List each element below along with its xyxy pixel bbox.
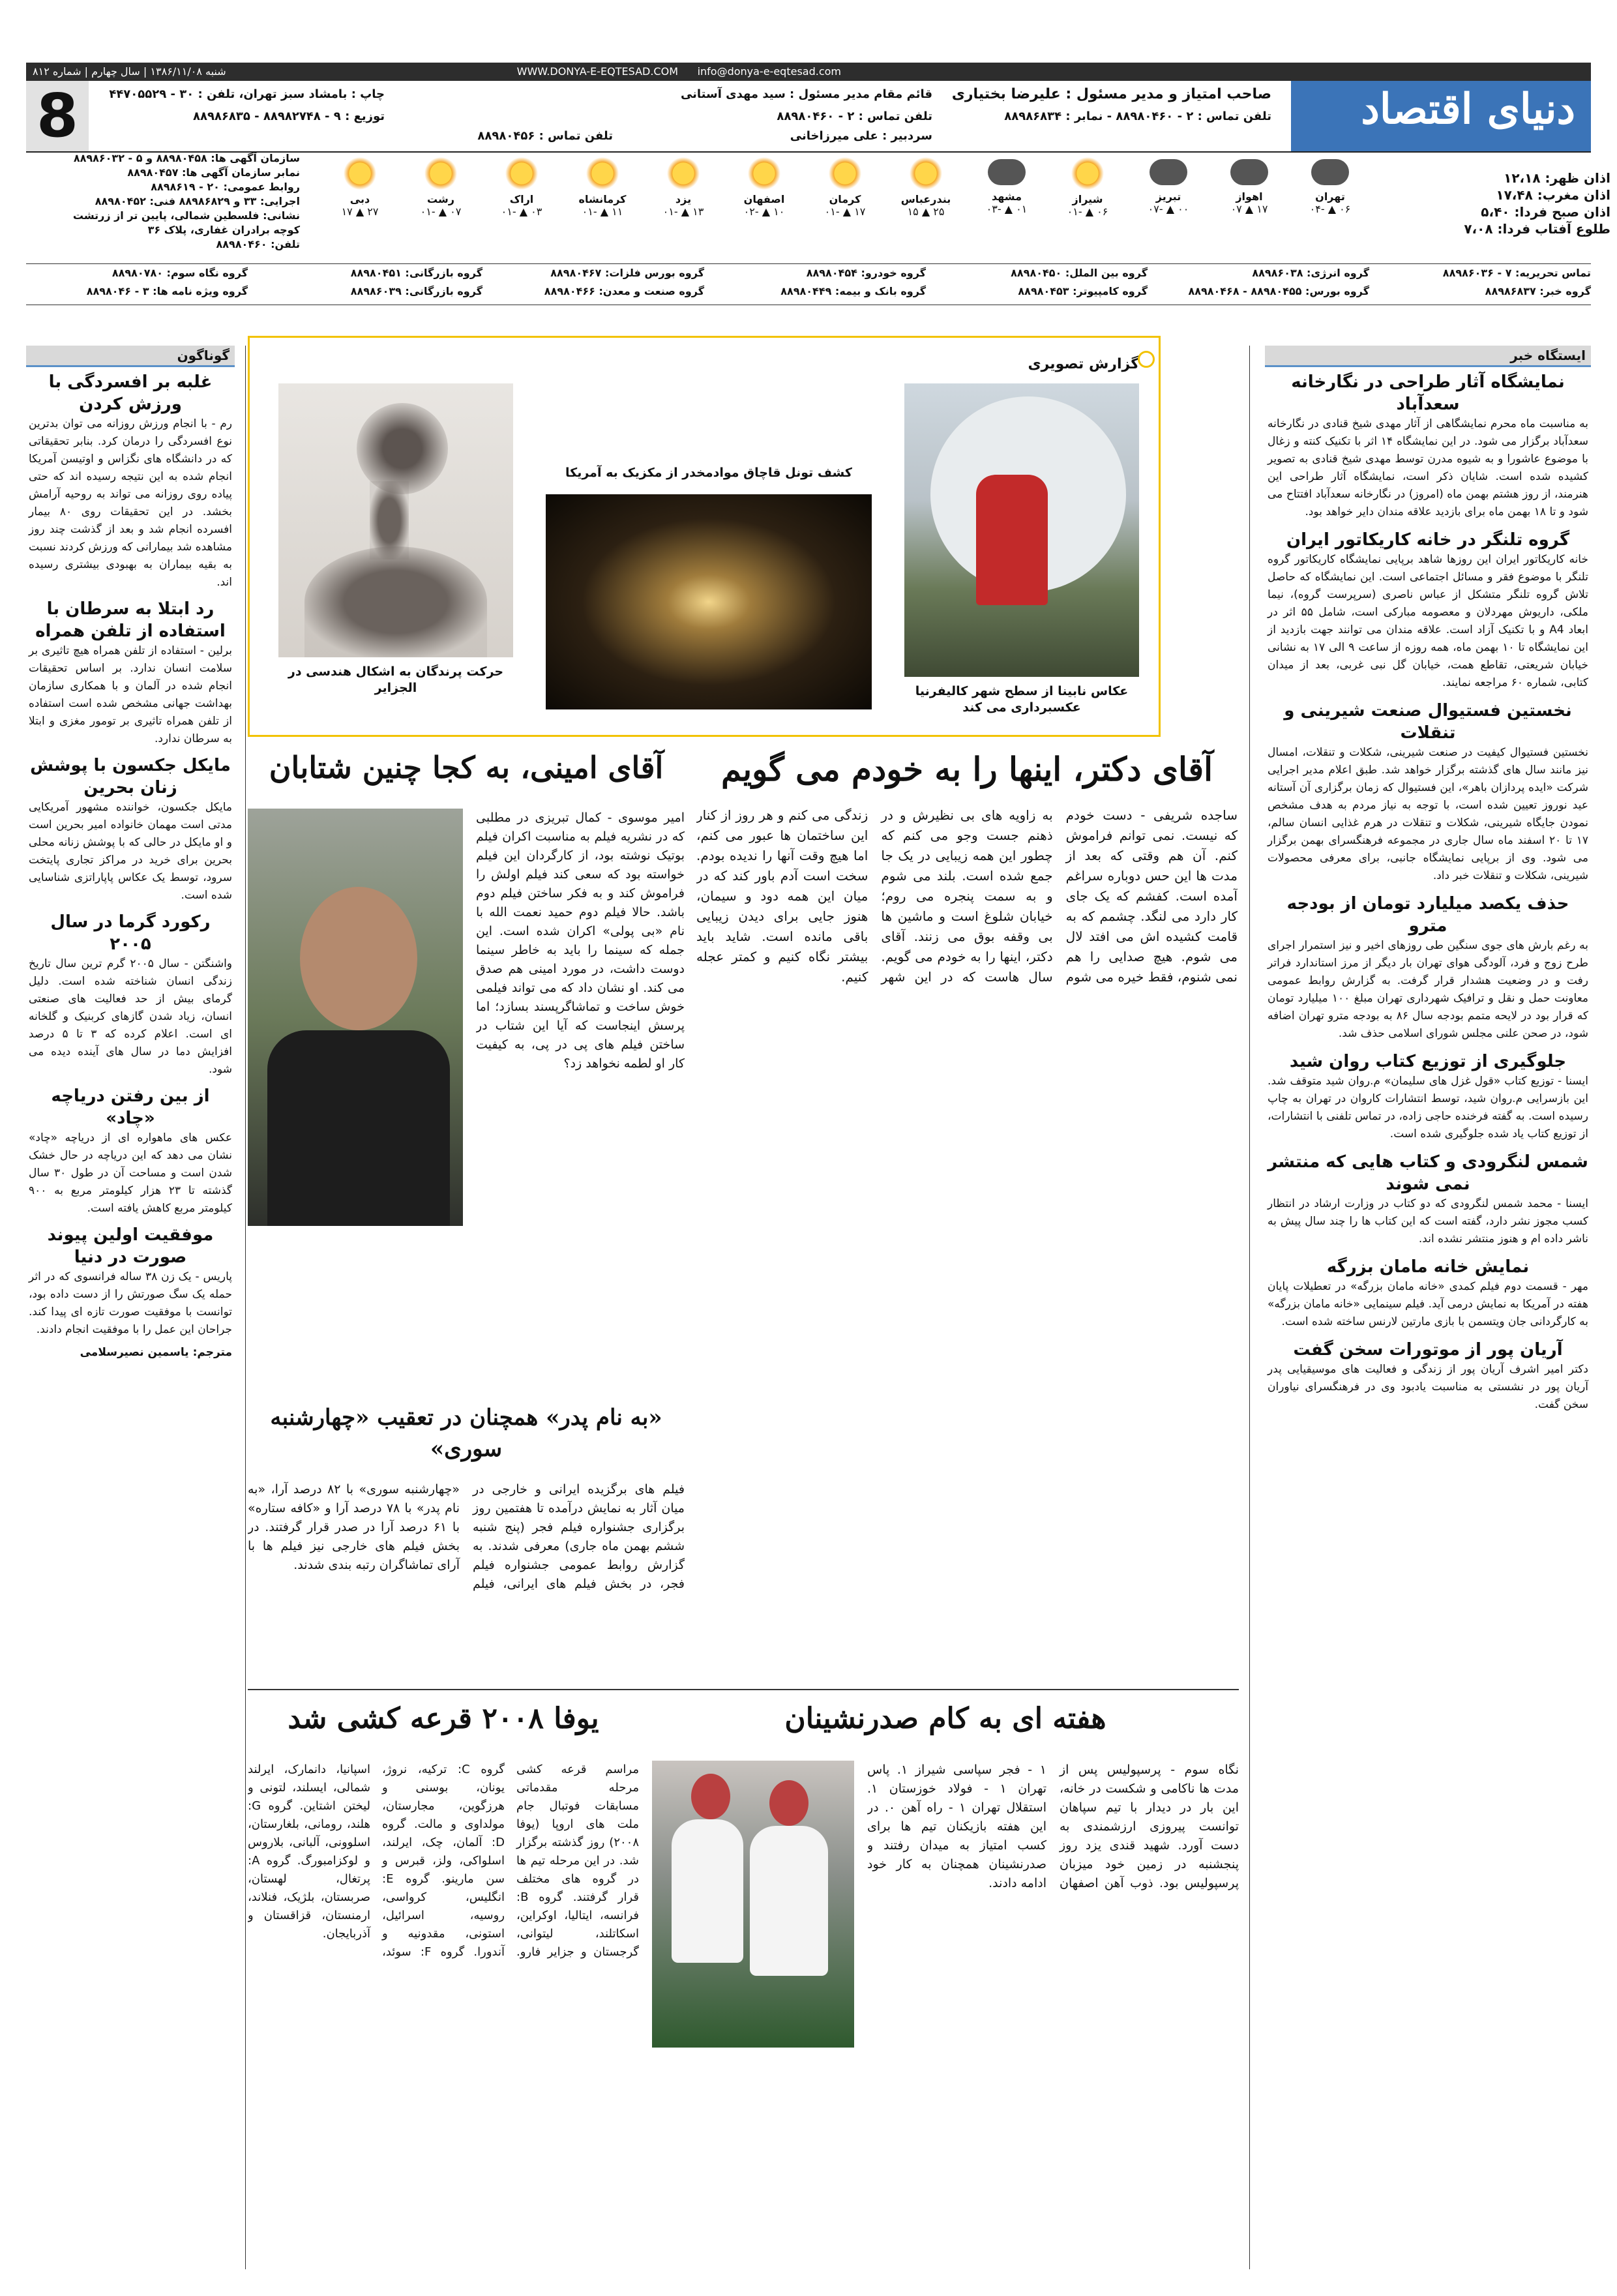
publisher: صاحب امتیاز و مدیر مسئول : علیرضا بختیاری: [951, 86, 1271, 102]
news-title: شمس لنگرودی و کتاب هایی که منتشر نمی شوند: [1268, 1152, 1588, 1194]
cloud-icon: [1230, 159, 1268, 185]
page-number: 8: [26, 81, 89, 151]
right-news-column: [1265, 346, 1591, 2269]
weather-city: تبریز ۰۰ ▲ -۰۷: [1136, 151, 1201, 249]
news-body: ایسنا - محمد شمس لنگرودی که دو کتاب در وزارت ارشاد در انتظار کسب مجوز نشر دارد، گفته است که این کتاب ها را چند سال پیش به ناشر داده ام و هنوز منتشر نشده اند.: [1268, 1197, 1588, 1245]
website-link[interactable]: WWW.DONYA-E-EQTESAD.COM: [516, 65, 678, 78]
publisher-phone: تلفن تماس : ۲ - ۸۸۹۸۰۴۶۰ - نمابر : ۸۸۹۸۶۸۳۴: [1004, 110, 1271, 123]
editor-phone: تلفن تماس : ۸۸۹۸۰۴۵۶: [477, 129, 613, 143]
news-body: نخستین فستیوال کیفیت در صنعت شیرینی، شکلات و تنقلات، امسال نیز مانند سال های گذشته برگزار خواهد شد. طبق اعلام مدیر اجرایی شرکت «ایده پردازان باهر»، این فستیوال که زمان برگزاری آن آستانه عید نوروز تعیین شده است، با توجه به نیاز مردم به هدف مشخص نمودن جایگاه شیرینی، شکلات و تنقلات در هرم غذایی انسان سالم، ۱۷ تا ۲۰ اسفند ماه سال جاری در مجموعه فرهنگسرای بهمن برگزار می شود. وی از برپایی نمایشگاه جانبی، برای معرفی محصولات شیرینی، شکلات و تنقلات خبر داد.: [1268, 746, 1589, 882]
photo-director: [248, 809, 463, 1226]
article-uefa: [248, 1761, 639, 2269]
photo-report-box: [248, 336, 1161, 737]
weather-city: یزد ۱۳ ▲ -۰۱: [651, 151, 716, 249]
photo-football: [652, 1761, 854, 2048]
print-info: چاپ : بامشاد سبز تهران، تلفن : ۳۰ - ۴۴۷۰۵۵۲۹: [109, 87, 385, 101]
sun-icon: [828, 157, 862, 190]
misc-title: از بین رفتن دریاچه «چاد»: [51, 1086, 210, 1128]
news-body: دکتر امیر اشرف آریان پور از زندگی و فعالیت های موسیقیایی پدر آریان پور در نشستی به مناسبت یادبود وی در فرهنگسرای نیاوران سخن گفت.: [1268, 1363, 1588, 1411]
misc-body: پاریس - یک زن ۳۸ ساله فرانسوی که در اثر حمله یک سگ صورتش را از دست داده بود، توانست با موفقیت صورت تازه ای پیدا کند. جراحان این عمل را با موفقیت انجام دادند.: [29, 1270, 232, 1336]
newspaper-logo: دنیای اقتصاد: [1361, 85, 1575, 134]
misc-title: غلبه بر افسردگی با ورزش کردن: [48, 372, 213, 414]
misc-body: برلین - استفاده از تلفن همراه هیچ تاثیری بر سلامت انسان ندارد. بر اساس تحقیقات انجام شده در آلمان و با همکاری سازمان بهداشت جهانی مشخص شده است استفاده از تلفن همراه تاثیری بر تومور مغزی و ابتلا به سرطان ندارد.: [29, 644, 232, 745]
article-amini: [476, 809, 685, 1265]
email-link[interactable]: info@donya-e-eqtesad.com: [697, 65, 841, 78]
photo-caption: حرکت پرندگان به اشکال هندسی در الجزایر: [288, 664, 504, 695]
weather-city: اهواز ۱۷ ▲ ۰۷: [1217, 151, 1282, 249]
news-title: حذف یکصد میلیارد تومان از بودجه مترو: [1286, 894, 1569, 936]
cloud-icon: [1150, 159, 1187, 185]
news-title: جلوگیری از توزیع کتاب روان شید: [1289, 1052, 1567, 1071]
prayer-maghrib: اذان مغرب: ۱۷،۴۸: [1496, 187, 1610, 203]
misc-title: مایکل جکسون با پوشش زنان بحرین: [30, 756, 231, 798]
article-body: امیر موسوی - کمال تبریزی در مطلبی که در نشریه فیلم به مناسبت اکران فیلم بوتیک نوشته بود، از کارگردان این فیلم خواسته بود که سعی کند فیلم اولش را فراموش کند و به فکر ساختن فیلم دوم باشد. حالا فیلم دوم حمید نعمت الله با نام «بی پولی» اکران شده است. این جمله که سینما را باید به خاطر سینما دوست داشت، در مورد امینی هم صدق می کند. او نشان داد که می تواند فیلمی خوش ساخت و تماشاگرپسند بسازد؛ اما پرسش اینجاست که آیا این شتاب در ساختن فیلم های پی در پی، به کیفیت کار او لطمه نخواهد زد؟: [476, 811, 685, 1071]
deputy: قائم مقام مدیر مسئول : سید مهدی آستانی: [680, 87, 932, 101]
camera-icon: [1138, 351, 1155, 368]
distribution-info: توزیع : ۹ - ۸۸۹۸۲۷۴۸ - ۸۸۹۸۶۸۳۵: [192, 110, 385, 123]
photo-blind-photographer: [904, 383, 1139, 677]
prayer-times: [1464, 170, 1610, 237]
photo-caption: کشف تونل قاچاق موادمخدر از مکزیک به آمریکا: [565, 466, 852, 480]
deputy-phone: تلفن تماس : ۲ - ۸۸۹۸۰۴۶۰: [777, 110, 932, 123]
article-festival: [248, 1480, 685, 1676]
prayer-fajr: اذان صبح فردا: ۵،۴۰: [1481, 204, 1610, 220]
article-headline: هفته ای به کام صدرنشینان: [784, 1702, 1106, 1735]
misc-title: رکورد گرما در سال ۲۰۰۵: [50, 912, 211, 954]
misc-title: رد ابتلا به سرطان با استفاده از تلفن همراه: [35, 599, 226, 641]
article-body: نگاه سوم - پرسپولیس پس از مدت ها ناکامی و شکست در خانه، این بار در دیدار با تیم سپاهان توانست پیروزی ارزشمندی به دست آورد. شهید قندی یزد روز پنجشنبه در زمین خود میزبان پرسپولیس بود. ذوب آهن اصفهان ۱ - فجر سپاسی شیراز ۱. پاس تهران ۱ - فولاد خوزستان ۱. استقلال تهران ۱ - راه آهن ۰. در این هفته بازیکنان تیم ها برای کسب امتیاز به میدان رفتند و صدرنشینان همچنان به کار خود ادامه دادند.: [867, 1763, 1239, 1890]
news-title: نمایش خانه مامان بزرگه: [1326, 1257, 1530, 1277]
news-title: آریان پور از موتورات سخن گفت: [1293, 1340, 1563, 1360]
misc-body: واشنگتن - سال ۲۰۰۵ گرم ترین سال تاریخ زندگی انسان شناخته شده است. دلیل گرمای بیش از حد فعالیت های صنعتی انسان، زیاد شدن گازهای کربنیک و گلخانه ای است. اعلام کرده که ۳ تا ۵ درصد افزایش دما در سال های آینده دیده می شود.: [29, 957, 233, 1076]
article-headline: «به نام پدر» همچنان در تعقیب «چهارشنبه سوری»: [270, 1405, 662, 1462]
issue-info: شنبه ۱۳۸۶/۱۱/۰۸ | سال چهارم | شماره ۸۱۲: [33, 65, 226, 78]
article-doctor: [696, 805, 1238, 1679]
prayer-noon: اذان ظهر: ۱۲،۱۸: [1504, 170, 1610, 186]
cloud-icon: [988, 159, 1026, 185]
weather-strip: [306, 151, 1363, 249]
column-divider: [245, 346, 246, 2269]
article-headline: آقای امینی، به کجا چنین شتابان: [269, 750, 664, 785]
sunrise: طلوع آفتاب فردا: ۷،۰۸: [1464, 221, 1610, 237]
news-body: به مناسبت ماه محرم نمایشگاهی از آثار مهدی شیخ قنادی در نگارخانه سعدآباد برگزار می شود. در این نمایشگاه ۱۴ اثر با تکنیک کنته و زغال با موضوع عاشورا و به شیوه مدرن توسط مهدی شیخ قنادی به تصویر کشیده شده است. شایان ذکر است، نمایشگاه آثار طراحی این هنرمند، از روز هشتم بهمن ماه (امروز) در نگارخانه سعدآباد افتتاح می شود و تا ۱۸ بهمن ماه برای بازدید علاقه مندان دایر خواهد بود.: [1268, 417, 1588, 518]
weather-city: رشت ۰۷ ▲ -۰۱: [408, 151, 473, 249]
weather-city: کرمانشاه ۱۱ ▲ -۰۱: [570, 151, 635, 249]
sun-icon: [586, 157, 619, 190]
news-body: ایسنا - توزیع کتاب «قول غزل های سلیمان» م.روان شید متوقف شد. این بازسرایی م.روان شید، توسط انتشارات کاروان در تهران به چاپ رسیده است. به گفته فرخنده حاجی زاده، در تماس تلفنی با انتشارات، از توزیع کتاب یاد شده جلوگیری شده است.: [1268, 1075, 1588, 1141]
cloud-icon: [1311, 159, 1349, 185]
sun-icon: [424, 157, 458, 190]
contacts-block: سازمان آگهی ها: ۸۸۹۸۰۴۵۸ و ۵ - ۸۸۹۸۶۰۳۲ نمابر سازمان آگهی ها: ۸۸۹۸۰۴۵۷ روابط عمومی: ۲۰ - ۸۸۹۸۶۱۹ اجرایی: ۳۳ و ۸۸۹۸۶۸۲۹ فنی: ۸۸۹۸۰۴۵۲ نشانی: فلسطین شمالی، پایین تر از زرتشت کوچه برادران غفاری، پلاک ۳۶ تلفن: ۸۸۹۸۰۴۶۰: [72, 152, 300, 250]
news-title: نخستین فستیوال صنعت شیرینی و تنقلات: [1284, 701, 1572, 743]
weather-city: شیراز ۰۶ ▲ -۰۱: [1055, 151, 1120, 249]
photo-tunnel: [546, 494, 872, 709]
department-phones: تماس تحریریه: ۷ - ۸۸۹۸۶۰۳۶ گروه انرژی: ۸۸۹۸۶۰۳۸ گروه بین الملل: ۸۸۹۸۰۴۵۰ گروه خودرو: ۸۸۹۸۰۴۵۴ گروه بورس فلزات: ۸۸۹۸۰۴۶۷ گروه بازرگانی: ۸۸۹۸۰۴۵۱ گروه نگاه سوم: ۸۸۹۸۰۷۸۰ گروه خبر: ۸۸۹۸۶۸۳۷ گروه بورس: ۸۸۹۸۰۴۵۵ - ۸۸۹۸۰۴۶۸ گروه کامپیوتر: ۸۸۹۸۰۴۵۳ گروه بانک و بیمه: ۸۸۹۸۰۴۴۹ گروه صنعت و معدن: ۸۸۹۸۰۴۶۶ گروه بازرگانی: ۸۸۹۸۶۰۳۹ گروه ویژه نامه ها: ۳ - ۸۸۹۸۰۴۶: [26, 263, 1591, 305]
news-title: گروه تلنگر در خانه کاریکاتور ایران: [1286, 530, 1570, 550]
sun-icon: [909, 157, 943, 190]
top-bar: [26, 63, 1591, 81]
misc-body: رم - با انجام ورزش روزانه می توان بدترین نوع افسردگی را درمان کرد. بنابر تحقیقاتی که در دانشگاه های نگزاس و اوتیسن آمریکا انجام شده به این نتیجه رسیده اند که حتی پیاده روی روزانه می تواند به روحیه آرامش بخشد. در این تحقیقات روی ۸۰ بیمار افسرده انجام شد و بعد از گذشت چند روز مشاهده شد بیمارانی که ورزش کردند نسبت به بقیه بیماران به بهبودی بیشتری رسیده اند.: [29, 417, 233, 589]
masthead: [26, 81, 1591, 153]
section-divider: [248, 1689, 1239, 1690]
misc-body: مایکل جکسون، خواننده مشهور آمریکایی مدتی است مهمان خانواده امیر بحرین است و او مایکل در حالی که با پوشش زنانه محلی بحرین برای خرید در مراکز تجاری پایتخت سرود، توسط یک عکاس پاپاراتزی شناسایی شده است.: [29, 801, 232, 902]
news-body: خانه کاریکاتور ایران این روزها شاهد برپایی نمایشگاه کاریکاتور گروه تلنگر با موضوع فقر و مسائل اجتماعی است. این نمایشگاه که حاصل تلاش گروه تلنگر متشکل از عباس ناصری (سرپرست گروه)، نیما ملکی، داریوش مهردلان و معصومه مبارکی است، شامل ۵۵ اثر در ابعاد A4 و با تکنیک آزاد است. علاقه مندان می توانند جهت بازدید از این نمایشگاه تا ۱۰ بهمن ماه، همه روزه از ساعت ۹ الی ۱۷ به نشانی خیابان شریعتی، تقاطع همت، خیابان گل نبی غربی، بعد از میدان کتابی، شماره ۶۰ مراجعه نمایند.: [1268, 553, 1589, 689]
sun-icon: [1071, 157, 1105, 190]
column-divider: [1249, 346, 1250, 2269]
article-body: ساجده شریفی - دست خودم که نیست. نمی توانم فراموش کنم. آن هم وقتی که بعد از مدت ها این حس دوباره سراغم آمده است. کفشم که یک جای کار دارد می لنگد. چشمم که به قامت کشیده اش می افتد لال می شوم. هیچ صدایی را هم نمی شنوم، فقط خیره می شوم به زاویه های بی نظیرش و در ذهنم جست وجو می کنم که چطور این همه زیبایی در یک جا جمع شده است. بلند می شوم و به سمت پنجره می روم؛ خیابان شلوغ است و ماشین ها بی وقفه بوق می زنند. آقای دکتر، اینها را به خودم می گویم. سال هاست که در این شهر زندگی می کنم و هر روز از کنار این ساختمان ها عبور می کنم، اما هیچ وقت آنها را ندیده بودم. سخت است آدم باور کند که در میان این همه دود و سیمان، هنوز جایی برای دیدن زیبایی باقی مانده است. شاید باید بیشتر نگاه کنیم و کمتر عجله کنیم.: [696, 807, 1238, 985]
weather-city: مشهد ۰۱ ▲ -۰۳: [974, 151, 1039, 249]
article-football: [867, 1761, 1239, 2269]
misc-body: عکس های ماهواره ای از دریاچه «چاد» نشان می دهد که این دریاچه در حال خشک شدن است و مساحت آن در طول ۳۰ سال گذشته تا ۲۳ هزار کیلومتر مربع به ۹۰۰ کیلومتر مربع کاهش یافته است.: [29, 1131, 232, 1215]
weather-city: دبی ۲۷ ▲ ۱۷: [327, 151, 393, 249]
left-misc-column: [26, 346, 235, 2269]
photo-birds: [278, 383, 513, 657]
section-title: گوناگون: [26, 346, 235, 367]
article-body: مراسم قرعه کشی مرحله مقدماتی مسابقات فوتبال جام ملت های اروپا (یوفا ۲۰۰۸) روز گذشته برگزار شد. در این مرحله تیم ها در گروه های مختلف قرار گرفتند. گروه B: فرانسه، ایتالیا، اوکراین، اسکاتلند، لیتوانی، گرجستان و جزایر فارو. گروه C: ترکیه، نروژ، یونان، بوسنی و هرزگوین، مجارستان، مولداوی و مالت. گروه D: آلمان، چک، ایرلند، اسلواکی، ولز، قبرس و سن مارینو. گروه E: انگلیس، کرواسی، روسیه، اسرائیل، استونی، مقدونیه و آندورا. گروه F: سوئد، اسپانیا، دانمارک، ایرلند شمالی، ایسلند، لتونی و لیختن اشتاین. گروه G: هلند، رومانی، بلغارستان، اسلوونی، آلبانی، بلاروس و لوکزامبورگ. گروه A: پرتغال، لهستان، صربستان، بلژیک، فنلاند، ارمنستان، قزاقستان و آذربایجان.: [248, 1763, 639, 1959]
section-title: ایستگاه خبر: [1265, 346, 1591, 367]
sun-icon: [343, 157, 377, 190]
weather-city: تهران ۰۶ ▲ -۰۴: [1298, 151, 1363, 249]
weather-city: اراک ۰۳ ▲ -۰۱: [489, 151, 554, 249]
article-body: فیلم های برگزیده ایرانی و خارجی در میان آثار به نمایش درآمده تا هفتمین روز برگزاری جشنواره فیلم فجر (پنج شنبه ششم بهمن ماه جاری) معرفی شدند. به گزارش روابط عمومی جشنواره فیلم فجر، در بخش فیلم های ایرانی، فیلم «چهارشنبه سوری» با ۸۲ درصد آرا، «به نام پدر» با ۷۸ درصد آرا و «کافه ستاره» با ۶۱ درصد آرا در صدر قرار گرفتند. در بخش فیلم های خارجی نیز فیلم ها با آرای تماشاگران رتبه بندی شدند.: [248, 1482, 685, 1591]
article-headline: یوفا ۲۰۰۸ قرعه کشی شد: [288, 1702, 599, 1735]
misc-title: موفقیت اولین پیوند صورت در دنیا: [47, 1225, 214, 1267]
translator: مترجم: یاسمین نصیرسلامی: [80, 1346, 232, 1359]
news-title: نمایشگاه آثار طراحی در نگارخانه سعدآباد: [1291, 372, 1565, 414]
news-body: مهر - قسمت دوم فیلم کمدی «خانه مامان بزرگه» در تعطیلات پایان هفته در آمریکا به نمایش درمی آید. فیلم سینمایی «خانه مامان بزرگه» به کارگردانی جان ویتسمن با بازی مارتین لارنس ساخته شده است.: [1268, 1280, 1588, 1328]
sun-icon: [666, 157, 700, 190]
logo-block: [1291, 81, 1591, 151]
photo-caption: عکاس نابینا از سطح شهر کالیفرنیا عکسبرداری می کند: [915, 684, 1129, 715]
weather-city: بندرعباس ۲۵ ▲ ۱۵: [893, 151, 958, 249]
sun-icon: [505, 157, 539, 190]
news-body: به رغم بارش های جوی سنگین طی روزهای اخیر و نیز استمرار اجرای طرح زوج و فرد، آلودگی هوای تهران بار دیگر از مرز استاندارد فراتر رفت و در وضعیت هشدار قرار گرفت. به گزارش روابط عمومی معاونت حمل و نقل و ترافیک شهرداری تهران مبلغ ۱۰۰ میلیارد تومان که قرار بود در لایحه متمم بودجه سال ۸۶ به بودجه مترو تهران اضافه شود، در صحن علنی مجلس شورای اسلامی حذف شد.: [1268, 939, 1588, 1040]
photo-report-title: گزارش تصویری: [1028, 356, 1139, 372]
editor: سردبیر : علی میرزاخانی: [790, 129, 932, 143]
weather-city: کرمان ۱۷ ▲ -۰۱: [812, 151, 878, 249]
weather-city: اصفهان ۱۰ ▲ -۰۲: [732, 151, 797, 249]
sun-icon: [747, 157, 781, 190]
article-headline: آقای دکتر، اینها را به خودم می گویم: [720, 750, 1213, 788]
